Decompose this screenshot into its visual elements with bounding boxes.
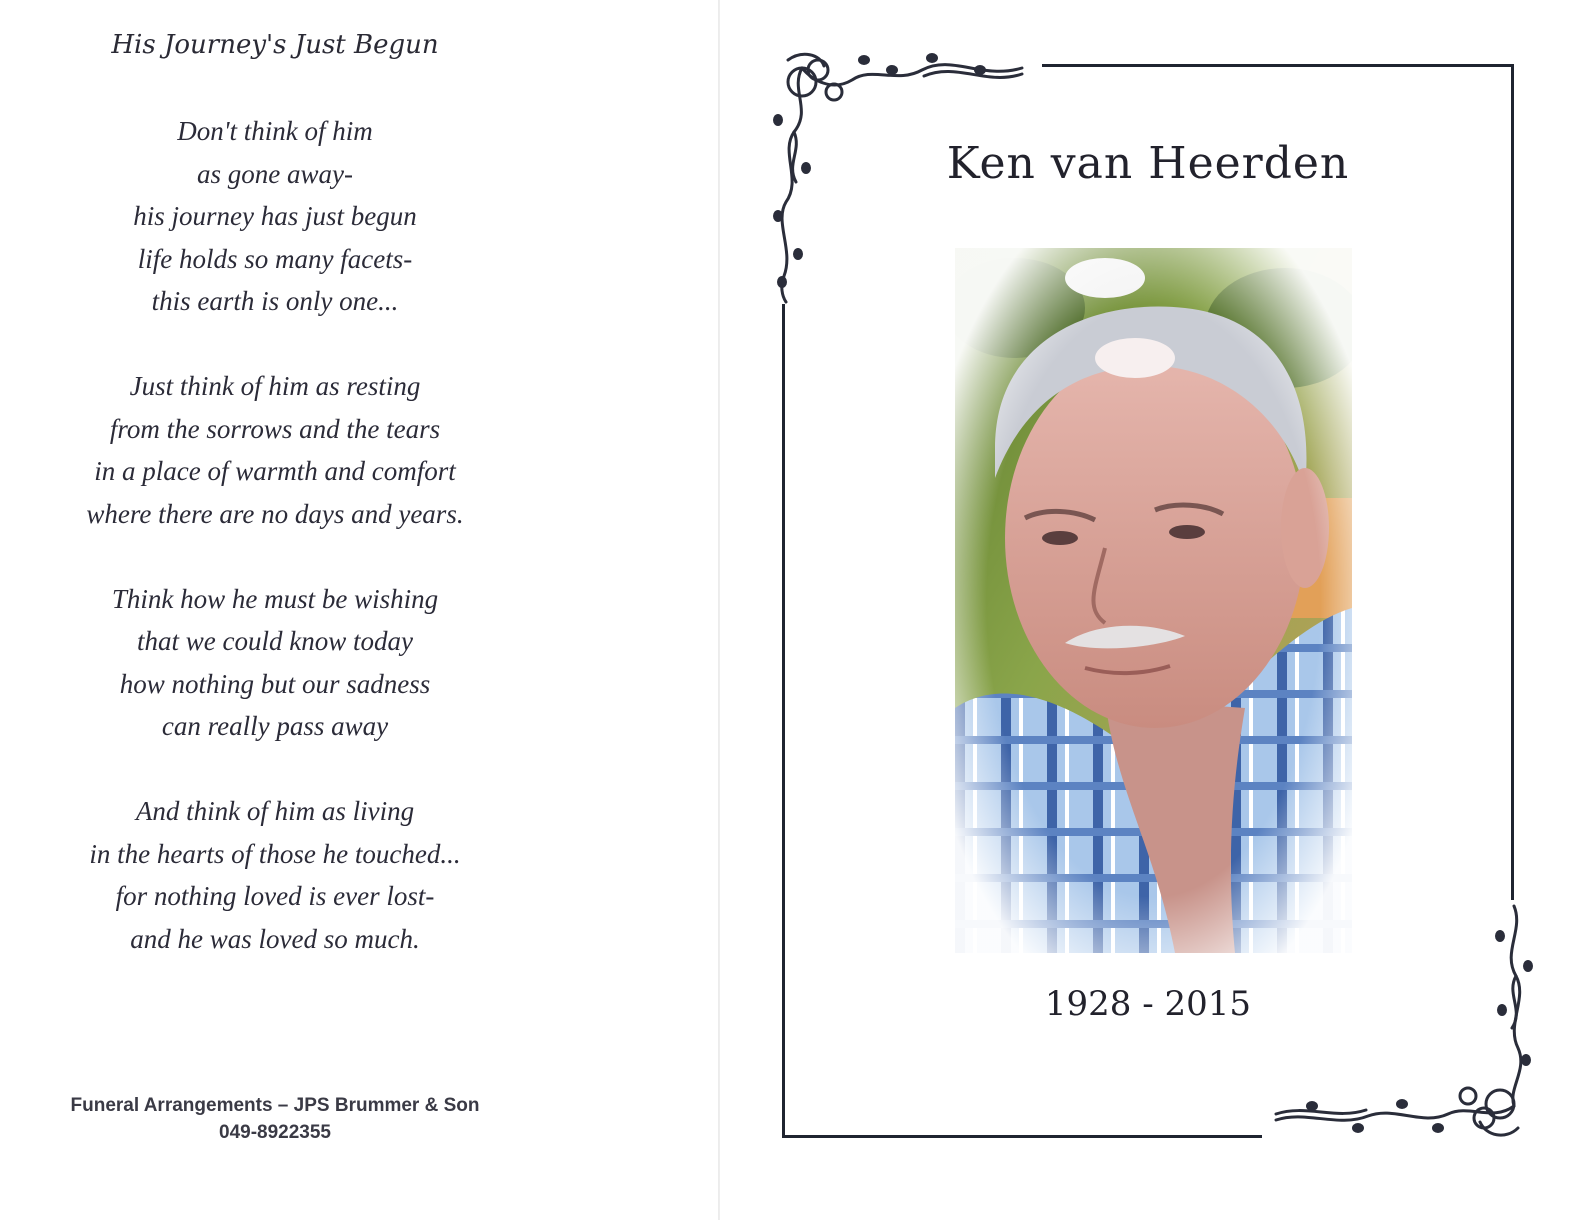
poem-line: that we could know today [137,626,413,656]
poem-line: his journey has just begun [133,201,417,231]
poem-line: in the hearts of those he touched... [89,838,461,869]
inside-page [0,0,720,1220]
poem-line: can really pass away [161,711,389,741]
poem-line: Just think of him as resting [129,371,421,401]
funeral-arrangements [0,1092,550,1146]
poem-line: in a place of warmth and comfort [94,456,456,486]
poem-title: His Journey's Just Begun [111,30,439,60]
page-fold [718,0,720,1220]
poem-line: for nothing loved is ever lost- [115,881,435,911]
poem-line: and he was loved so much. [130,923,420,954]
portrait-photo [955,248,1352,953]
poem-body [0,110,550,1003]
poem-stanza-4 [0,790,550,960]
poem-line: Don't think of him [177,116,373,146]
poem-stanza-2 [0,365,550,535]
poem-line: as gone away- [197,158,353,189]
poem-line: where there are no days and years. [86,498,464,529]
funeral-phone-text: 049-8922355 [219,1122,331,1143]
deceased-name: Ken van Heerden [946,138,1350,189]
poem-line: And think of him as living [135,796,415,826]
poem-stanza-1 [0,110,550,323]
portrait-illustration-icon [955,248,1352,953]
poem-line: life holds so many facets- [137,243,413,274]
poem-line: this earth is only one... [151,286,399,316]
poem-stanza-3 [0,578,550,748]
life-dates: 1928 - 2015 [1044,984,1252,1024]
funeral-director-text: Funeral Arrangements – JPS Brummer & Son [70,1095,480,1116]
poem-line: how nothing but our sadness [119,668,431,699]
poem-line: Think how he must be wishing [111,583,439,614]
poem-line: from the sorrows and the tears [109,413,441,444]
